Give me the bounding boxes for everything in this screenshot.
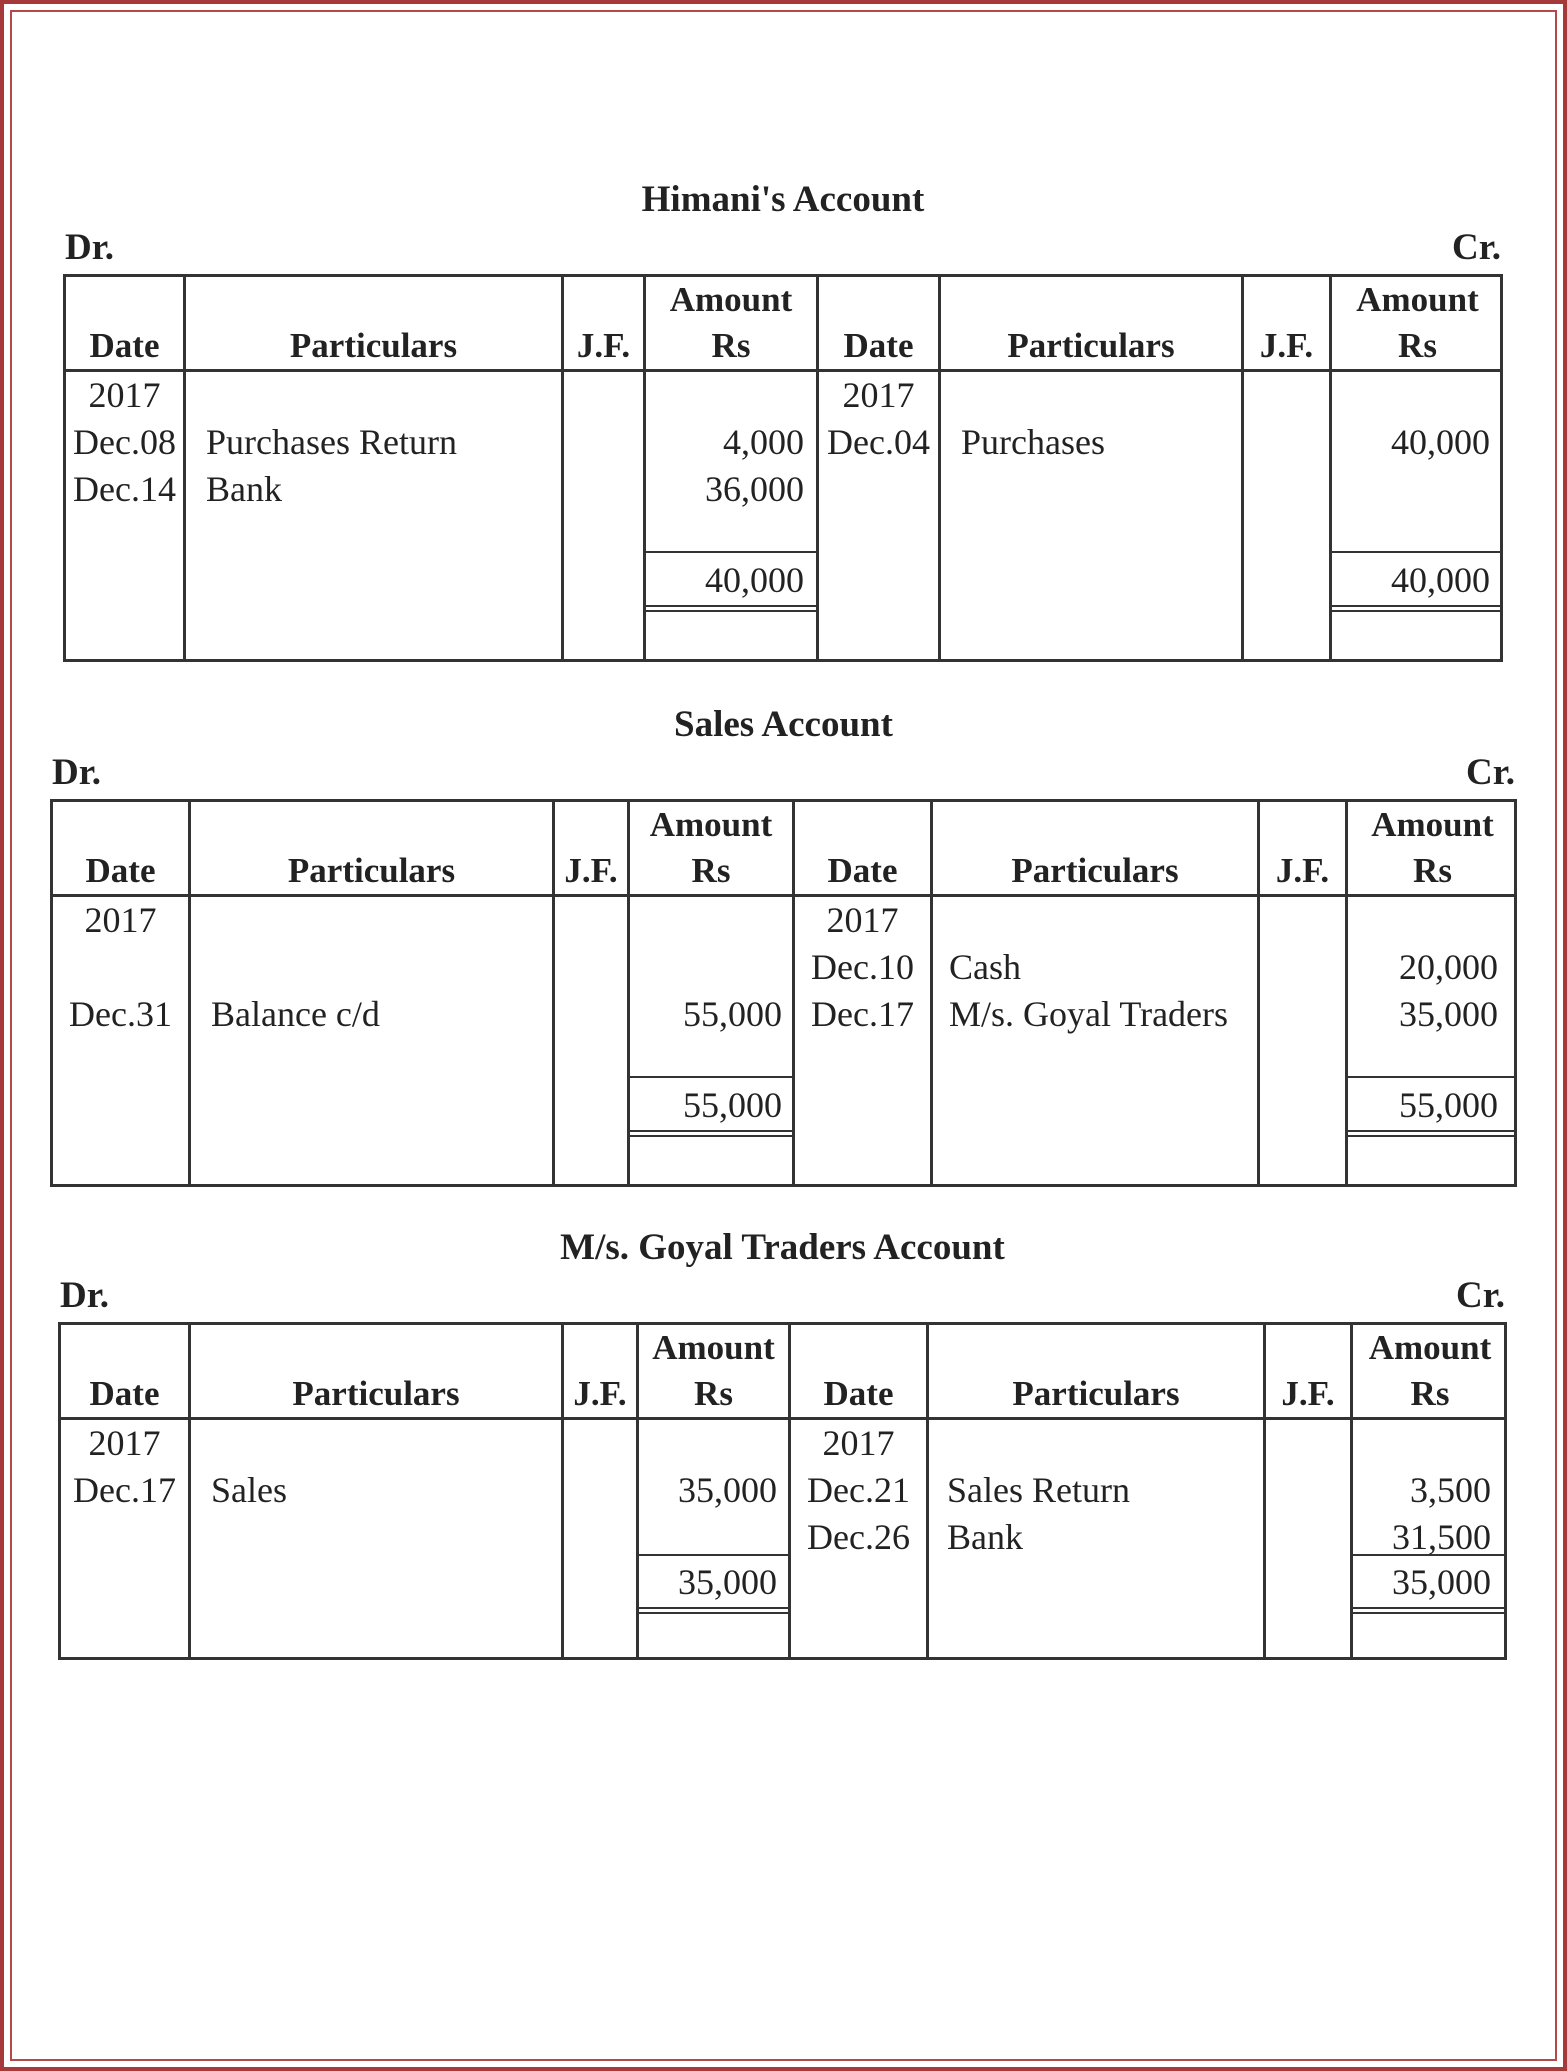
header-particulars: Particulars — [287, 851, 456, 890]
header-jf: J.F. — [1259, 326, 1314, 365]
header-date: Date — [827, 851, 898, 890]
credit-amount: 3,500 — [1410, 1470, 1491, 1510]
ledger-table — [50, 799, 1517, 1187]
debit-total: 35,000 — [678, 1562, 777, 1602]
header-date: Date — [89, 1374, 160, 1413]
credit-particulars: M/s. Goyal Traders — [949, 994, 1229, 1034]
debit-total: 55,000 — [683, 1085, 782, 1125]
credit-amount: 35,000 — [1399, 994, 1498, 1034]
credit-year: 2017 — [842, 375, 915, 415]
credit-year: 2017 — [826, 900, 899, 940]
credit-label: Cr. — [1452, 227, 1501, 268]
header-particulars: Particulars — [1007, 326, 1175, 365]
header-date: Date — [843, 326, 914, 365]
debit-year: 2017 — [88, 375, 161, 415]
credit-particulars: Sales Return — [947, 1470, 1130, 1510]
header-jf: J.F. — [1281, 1374, 1335, 1413]
sales-account — [50, 703, 1517, 1188]
header-date: Date — [823, 1374, 894, 1413]
header-amount: Amount Rs — [669, 280, 793, 365]
debit-amount: 36,000 — [705, 469, 804, 509]
header-particulars: Particulars — [289, 326, 458, 365]
credit-label: Cr. — [1456, 1275, 1505, 1316]
header-amount: Amount Rs — [1356, 280, 1479, 365]
credit-date: Dec.17 — [811, 994, 914, 1034]
credit-date: Dec.26 — [807, 1517, 910, 1557]
debit-amount: 55,000 — [683, 994, 782, 1034]
debit-date: Dec.08 — [73, 422, 176, 462]
debit-label: Dr. — [65, 227, 114, 268]
header-jf: J.F. — [573, 1374, 627, 1413]
header-date: Date — [89, 326, 160, 365]
credit-amount: 20,000 — [1399, 947, 1498, 987]
credit-particulars: Cash — [949, 947, 1021, 987]
debit-amount: 35,000 — [678, 1470, 777, 1510]
credit-date: Dec.10 — [811, 947, 914, 987]
debit-date: Dec.31 — [69, 994, 172, 1034]
debit-particulars: Sales — [211, 1470, 287, 1510]
debit-amount: 4,000 — [723, 422, 804, 462]
header-jf: J.F. — [564, 851, 618, 890]
credit-total: 40,000 — [1391, 560, 1490, 600]
credit-amount: 31,500 — [1392, 1517, 1491, 1557]
credit-total: 35,000 — [1392, 1562, 1491, 1602]
ledger-table — [58, 1322, 1507, 1660]
debit-label: Dr. — [60, 1275, 109, 1316]
debit-year: 2017 — [88, 1423, 161, 1463]
debit-date: Dec.17 — [73, 1470, 176, 1510]
header-amount: Amount Rs — [649, 805, 773, 890]
header-jf: J.F. — [1275, 851, 1330, 890]
header-jf: J.F. — [576, 326, 631, 365]
debit-total: 40,000 — [705, 560, 804, 600]
debit-year: 2017 — [84, 900, 157, 940]
debit-label: Dr. — [52, 752, 101, 793]
credit-date: Dec.21 — [807, 1470, 910, 1510]
header-particulars: Particulars — [292, 1374, 460, 1413]
debit-particulars: Balance c/d — [211, 994, 380, 1034]
credit-amount: 40,000 — [1391, 422, 1490, 462]
credit-date: Dec.04 — [827, 422, 930, 462]
himani-account — [63, 178, 1503, 663]
header-particulars: Particulars — [1011, 851, 1179, 890]
credit-year: 2017 — [822, 1423, 895, 1463]
account-title: Himani's Account — [641, 179, 925, 220]
ledger-table — [63, 274, 1503, 662]
account-title: M/s. Goyal Traders Account — [560, 1227, 1005, 1268]
account-title: Sales Account — [674, 704, 893, 745]
header-amount: Amount Rs — [1368, 1328, 1492, 1413]
header-amount: Amount Rs — [652, 1328, 775, 1413]
header-date: Date — [85, 851, 156, 890]
credit-particulars: Bank — [947, 1517, 1023, 1557]
credit-total: 55,000 — [1399, 1085, 1498, 1125]
debit-particulars: Bank — [206, 469, 282, 509]
debit-date: Dec.14 — [73, 469, 176, 509]
debit-particulars: Purchases Return — [206, 422, 457, 462]
header-amount: Amount Rs — [1371, 805, 1494, 890]
goyal-traders-account — [58, 1226, 1507, 1660]
header-particulars: Particulars — [1012, 1374, 1180, 1413]
credit-label: Cr. — [1466, 752, 1515, 793]
credit-particulars: Purchases — [961, 422, 1105, 462]
